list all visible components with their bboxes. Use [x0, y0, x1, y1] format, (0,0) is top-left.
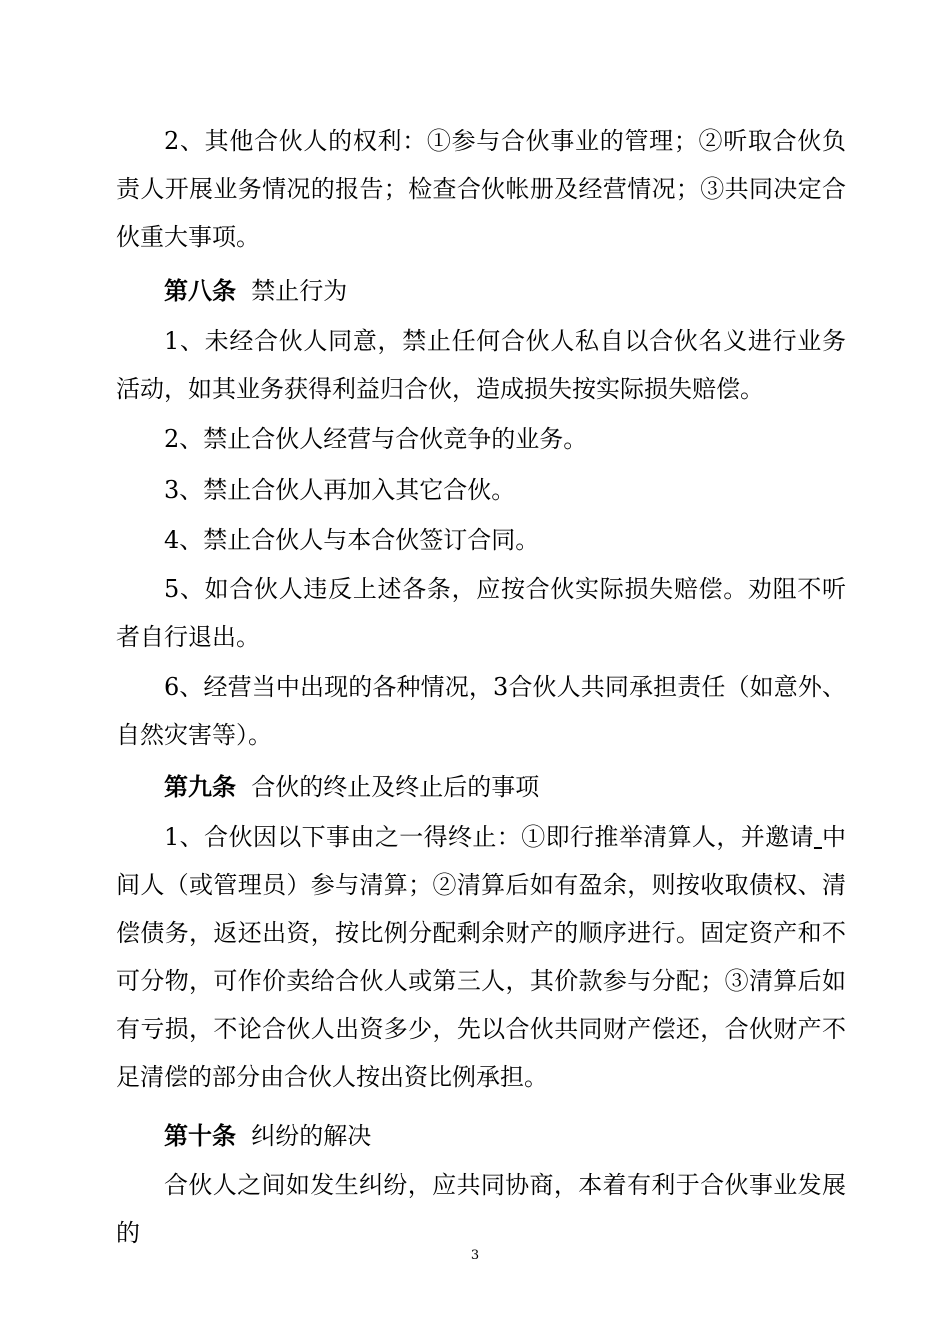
- article-9-label: 第九条: [164, 772, 236, 801]
- termination-text-start: 1、合伙因以下事由之一得终止：①即行推举清算人，并邀请: [164, 823, 814, 851]
- paragraph-partner-rights: 2、其他合伙人的权利：①参与合伙事业的管理；②听取合伙负责人开展业务情况的报告；检查合伙帐册及经营情况；③共同决定合伙重大事项。: [116, 127, 846, 251]
- article-9-title: 合伙的终止及终止后的事项: [251, 773, 540, 801]
- paragraph-prohibit-5: 5、如合伙人违反上述各条，应按合伙实际损失赔偿。劝阻不听者自行退出。: [116, 575, 846, 651]
- paragraph-prohibit-6: 6、经营当中出现的各种情况，3合伙人共同承担责任（如意外、自然灾害等）。: [116, 673, 846, 749]
- paragraph-prohibit-2: 2、禁止合伙人经营与合伙竞争的业务。: [164, 425, 588, 453]
- article-8-title: 禁止行为: [251, 277, 348, 305]
- paragraph-prohibit-1: 1、未经合伙人同意，禁止任何合伙人私自以合伙名义进行业务活动，如其业务获得利益归合伙，造成损失按实际损失赔偿。: [116, 327, 846, 403]
- paragraph-prohibit-4: 4、禁止合伙人与本合伙签订合同。: [164, 526, 540, 554]
- article-10-label: 第十条: [164, 1121, 236, 1150]
- page-number: 3: [470, 1248, 480, 1263]
- fill-in-blank: [814, 823, 822, 851]
- paragraph-dispute: 合伙人之间如发生纠纷，应共同协商，本着有利于合伙事业发展的: [116, 1171, 846, 1247]
- termination-text-rest: 中间人（或管理员）参与清算；②清算后如有盈余，则按收取债权、清偿债务，返还出资，按比例分配剩余财产的顺序进行。固定资产和不可分物，可作价卖给合伙人或第三人，其价款参与分配；③清算后如有亏损，不论合伙人出资多少，先以合伙共同财产偿还，合伙财产不足清偿的部分由合伙人按出资比例承担。: [116, 823, 846, 1091]
- article-9-heading: [116, 763, 846, 811]
- article-10-title: 纠纷的解决: [251, 1122, 372, 1150]
- paragraph-prohibit-3: 3、禁止合伙人再加入其它合伙。: [164, 476, 516, 504]
- article-8-heading: [116, 267, 846, 315]
- article-8-label: 第八条: [164, 276, 236, 305]
- paragraph-termination: [116, 813, 846, 1101]
- article-10-heading: [116, 1112, 846, 1160]
